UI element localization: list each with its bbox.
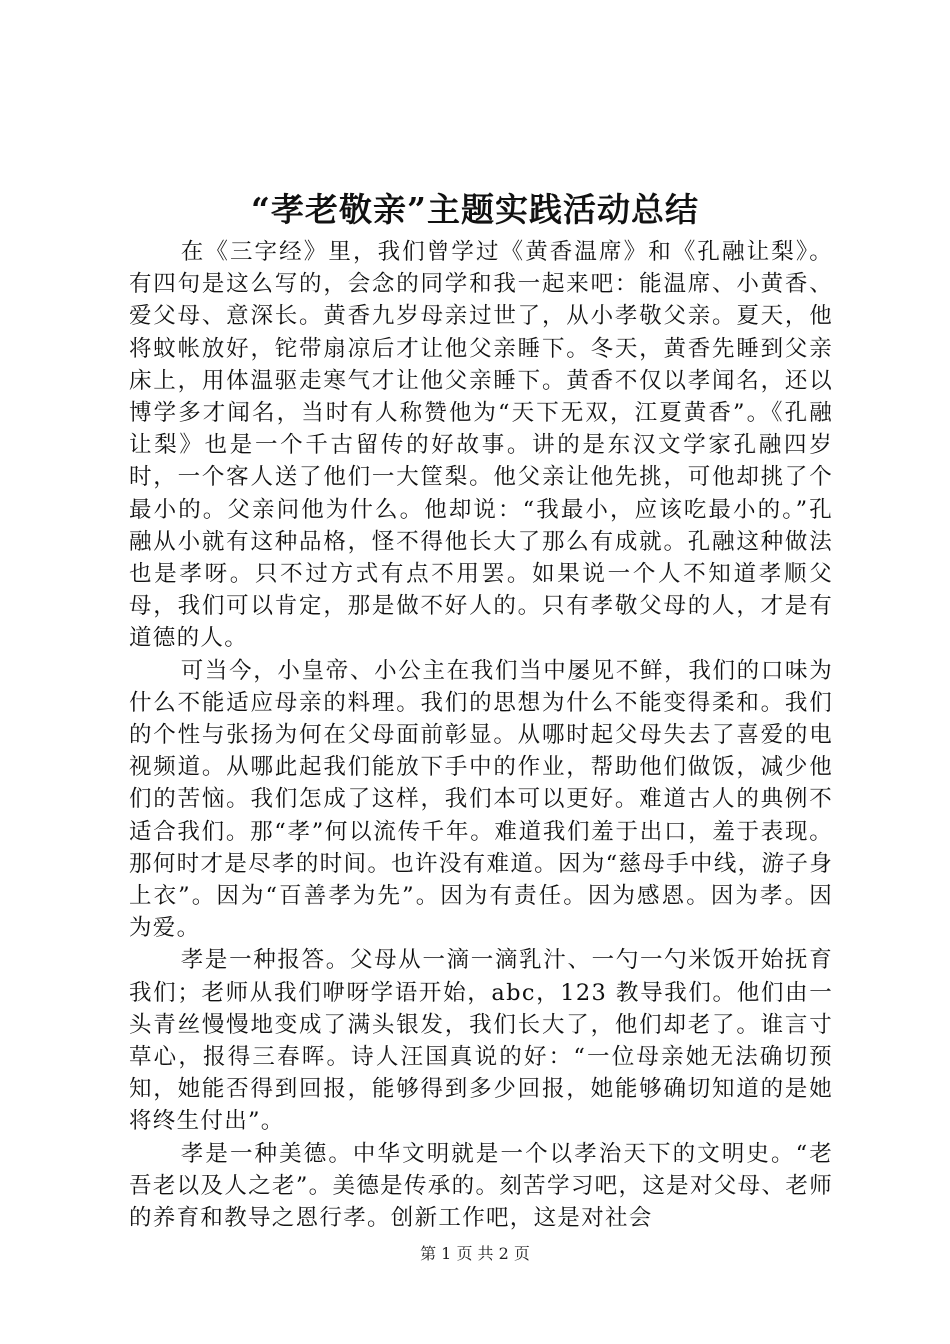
page-number-footer: 第 1 页 共 2 页 — [420, 1244, 530, 1263]
document-body — [129, 236, 833, 1234]
document-title: “孝老敬亲”主题实践活动总结 — [251, 190, 699, 229]
paragraph-4: 孝是一种美德。中华文明就是一个以孝治天下的文明史。“老吾老以及人之老”。美德是传承的。刻苦学习吧，这是对父母、老师的养育和教导之恩行孝。创新工作吧，这是对社会 — [129, 1140, 833, 1232]
paragraph-1: 在《三字经》里，我们曾学过《黄香温席》和《孔融让梨》。有四句是这么写的，会念的同学和我一起来吧：能温席、小黄香、爱父母、意深长。黄香九岁母亲过世了，从小孝敬父亲。夏天，他将蚊帐放好，铊带扇凉后才让他父亲睡下。冬天，黄香先睡到父亲床上，用体温驱走寒气才让他父亲睡下。黄香不仅以孝闻名，还以博学多才闻名，当时有人称赞他为“天下无双，江夏黄香”。《孔融让梨》也是一个千古留传的好故事。讲的是东汉文学家孔融四岁时，一个客人送了他们一大筐梨。他父亲让他先挑，可他却挑了个最小的。父亲问他为什么。他却说：“我最小，应该吃最小的。”孔融从小就有这种品格，怪不得他长大了那么有成就。孔融这种做法也是孝呀。只不过方式有点不用罢。如果说一个人不知道孝顺父母，我们可以肯定，那是做不好人的。只有孝敬父母的人，才是有道德的人。 — [129, 239, 833, 652]
paragraph-2: 可当今，小皇帝、小公主在我们当中屡见不鲜，我们的口味为什么不能适应母亲的料理。我们的思想为什么不能变得柔和。我们的个性与张扬为何在父母面前彰显。从哪时起父母失去了喜爱的电视频道。从哪此起我们能放下手中的作业，帮助他们做饭，减少他们的苦恼。我们怎成了这样，我们本可以更好。难道古人的典例不适合我们。那“孝”何以流传千年。难道我们羞于出口，羞于表现。那何时才是尽孝的时间。也许没有难道。因为“慈母手中线，游子身上衣”。因为“百善孝为先”。因为有责任。因为感恩。因为孝。因为爱。 — [129, 657, 833, 942]
paragraph-3: 孝是一种报答。父母从一滴一滴乳汁、一勺一勺米饭开始抚育我们；老师从我们咿呀学语开始，abc，123 教导我们。他们由一头青丝慢慢地变成了满头银发，我们长大了，他们却老了。谁言寸草心，报得三春晖。诗人汪国真说的好：“一位母亲她无法确切预知，她能否得到回报，能够得到多少回报，她能够确切知道的是她将终生付出”。 — [129, 947, 833, 1135]
